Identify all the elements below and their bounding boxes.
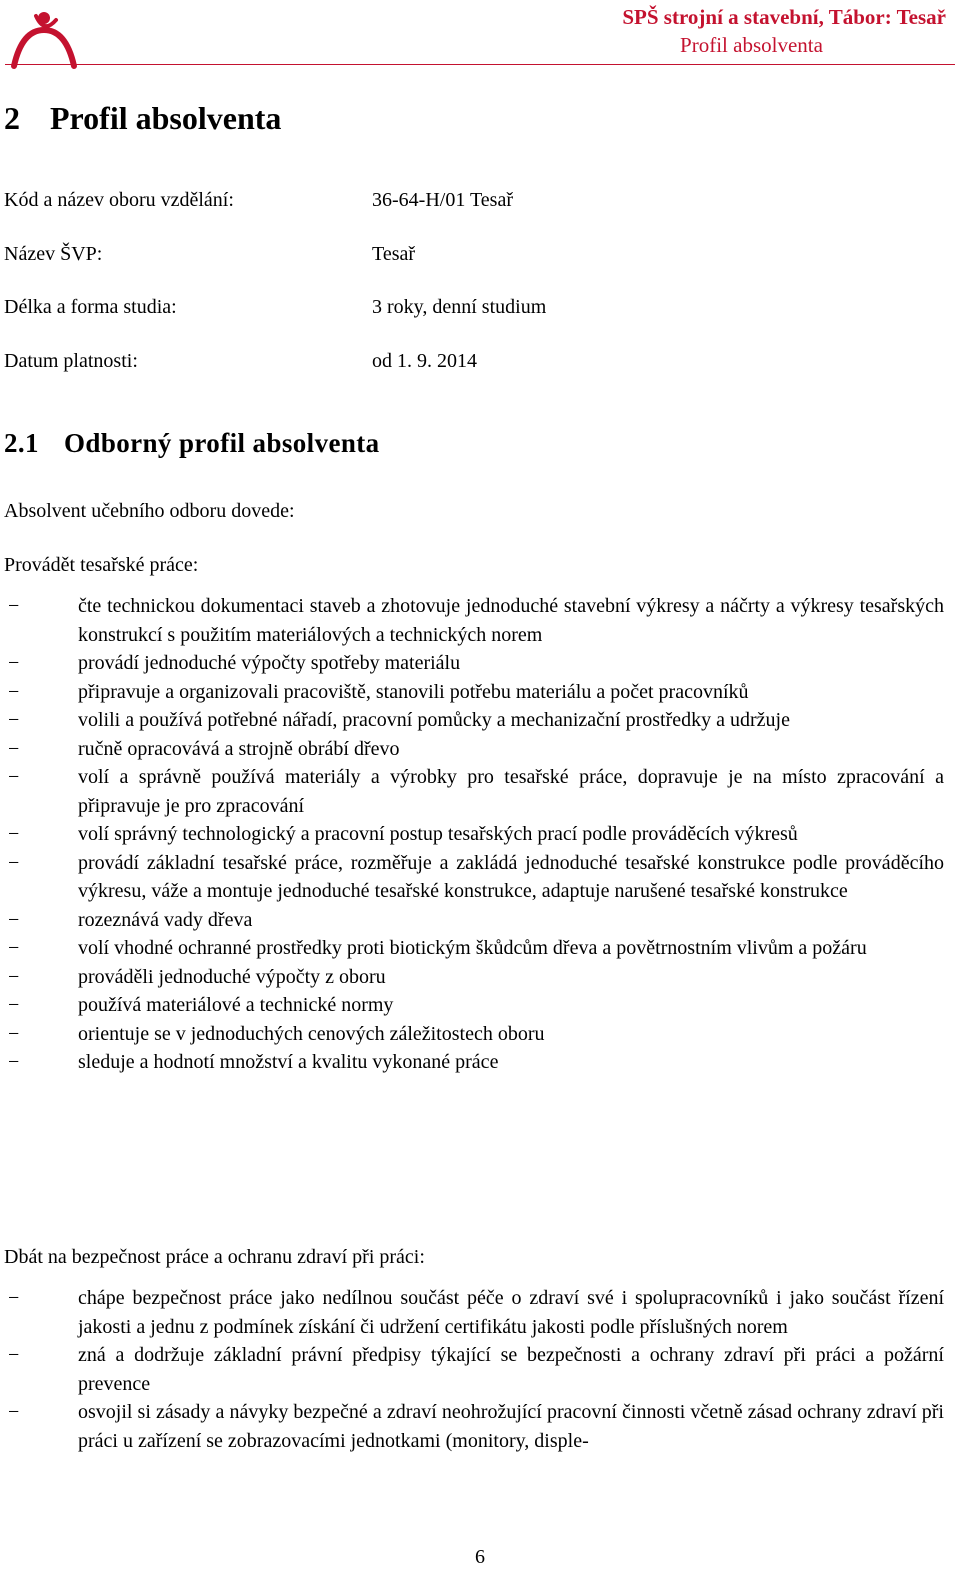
list-item-text: volí vhodné ochranné prostředky proti biotickým škůdcům dřeva a povětrnostním vlivům a požáru (78, 937, 867, 959)
school-logo-icon (8, 6, 80, 70)
list-item-text: ručně opracovává a strojně obrábí dřevo (78, 737, 400, 760)
carpentry-heading: Provádět tesařské práce: (4, 554, 199, 576)
list-item-text: chápe bezpečnost práce jako nedílnou součást péče o zdraví své i spolupracovníků i jako součást řízení jakosti a jednu z podmínek získání či udržení certifikátu jakosti podle příslušných norem (78, 1287, 944, 1338)
code-value: 36-64-H/01 Tesař (372, 189, 513, 211)
bullet-dash: − (8, 1051, 20, 1073)
bullet-dash: − (8, 595, 20, 617)
list-item-text: osvojil si zásady a návyky bezpečné a zdraví neohrožující pracovní činnosti včetně zásad ochrany zdraví při práci u zařízení se zobrazovacími jednotkami (monitory, disple- (78, 1401, 944, 1452)
list-item (4, 906, 944, 935)
bullet-dash: − (8, 1287, 20, 1309)
list-item (4, 991, 944, 1020)
page-number: 6 (475, 1546, 485, 1568)
list-item-text: prováděli jednoduché výpočty z oboru (78, 965, 386, 988)
header-title: SPŠ strojní a stavební, Tábor: Tesař (622, 5, 946, 29)
list-item-text: provádí jednoduché výpočty spotřeby materiálu (78, 652, 461, 674)
svp-label: Název ŠVP: (4, 243, 103, 265)
section-number: 2.1 (4, 428, 39, 458)
intro-text: Absolvent učebního odboru dovede: (4, 500, 295, 522)
list-item-text: volili a používá potřebné nářadí, pracovní pomůcky a mechanizační prostředky a udržuje (78, 709, 790, 731)
bullet-dash: − (8, 709, 20, 731)
bullet-dash: − (8, 908, 20, 931)
bullet-dash: − (8, 965, 20, 988)
chapter-title: Profil absolventa (50, 100, 282, 136)
info-row-code (4, 187, 513, 213)
list-item (4, 1341, 944, 1398)
safety-list (4, 1284, 944, 1455)
bullet-dash: − (8, 823, 20, 845)
list-item (4, 1020, 944, 1049)
list-item (4, 592, 944, 649)
chapter-heading (4, 98, 281, 138)
list-item (4, 963, 944, 992)
list-item (4, 649, 944, 678)
svp-value: Tesař (372, 243, 416, 265)
section-heading (4, 426, 380, 460)
bullet-dash: − (8, 737, 20, 760)
duration-value: 3 roky, denní studium (372, 296, 547, 318)
list-item (4, 735, 944, 764)
bullet-dash: − (8, 994, 20, 1016)
validity-value: od 1. 9. 2014 (372, 350, 477, 372)
list-item (4, 678, 944, 707)
chapter-number: 2 (4, 100, 20, 136)
info-row-validity (4, 348, 477, 374)
list-item-text: rozeznává vady dřeva (78, 908, 253, 931)
bullet-dash: − (8, 680, 20, 703)
section-title: Odborný profil absolventa (64, 428, 380, 458)
list-item-text: připravuje a organizovali pracoviště, stanovili potřebu materiálu a počet pracovníků (78, 680, 749, 703)
header-subtitle: Profil absolventa (680, 33, 823, 57)
list-item (4, 763, 944, 820)
bullet-dash: − (8, 1401, 20, 1423)
list-item (4, 1284, 944, 1341)
list-item (4, 1048, 944, 1077)
carpentry-list (4, 592, 944, 1077)
bullet-dash: − (8, 851, 20, 874)
bullet-dash: − (8, 1344, 20, 1366)
list-item-text: orientuje se v jednoduchých cenových záležitostech oboru (78, 1022, 545, 1045)
list-item (4, 1398, 944, 1455)
list-item-text: zná a dodržuje základní právní předpisy týkající se bezpečnosti a ochrany zdraví při práci a požární prevence (78, 1344, 944, 1395)
safety-heading: Dbát na bezpečnost práce a ochranu zdraví při práci: (4, 1246, 425, 1268)
validity-label: Datum platnosti: (4, 350, 138, 372)
list-item (4, 849, 944, 906)
list-item (4, 820, 944, 849)
list-item-text: používá materiálové a technické normy (78, 994, 394, 1016)
info-row-duration (4, 294, 546, 320)
bullet-dash: − (8, 652, 20, 674)
list-item-text: čte technickou dokumentaci staveb a zhotovuje jednoduché stavební výkresy a náčrty a výkresy tesařských konstrukcí s použitím materiálových a technických norem (78, 595, 944, 646)
bullet-dash: − (8, 937, 20, 959)
info-row-svp (4, 241, 415, 267)
list-item (4, 706, 944, 735)
list-item-text: volí správný technologický a pracovní postup tesařských prací podle prováděcích výkresů (78, 823, 798, 845)
duration-label: Délka a forma studia: (4, 296, 177, 318)
list-item-text: volí a správně používá materiály a výrobky pro tesařské práce, dopravuje je na místo zpracování a připravuje je pro zpracování (78, 766, 944, 817)
bullet-dash: − (8, 766, 20, 788)
code-label: Kód a název oboru vzdělání: (4, 189, 234, 211)
list-item (4, 934, 944, 963)
header-divider (5, 64, 955, 65)
list-item-text: provádí základní tesařské práce, rozměřuje a zakládá jednoduché tesařské konstrukce podle prováděcího výkresu, váže a montuje jednoduché tesařské konstrukce, adaptuje narušené tesařské konstrukce (78, 851, 944, 902)
bullet-dash: − (8, 1022, 20, 1045)
list-item-text: sleduje a hodnotí množství a kvalitu vykonané práce (78, 1051, 499, 1073)
